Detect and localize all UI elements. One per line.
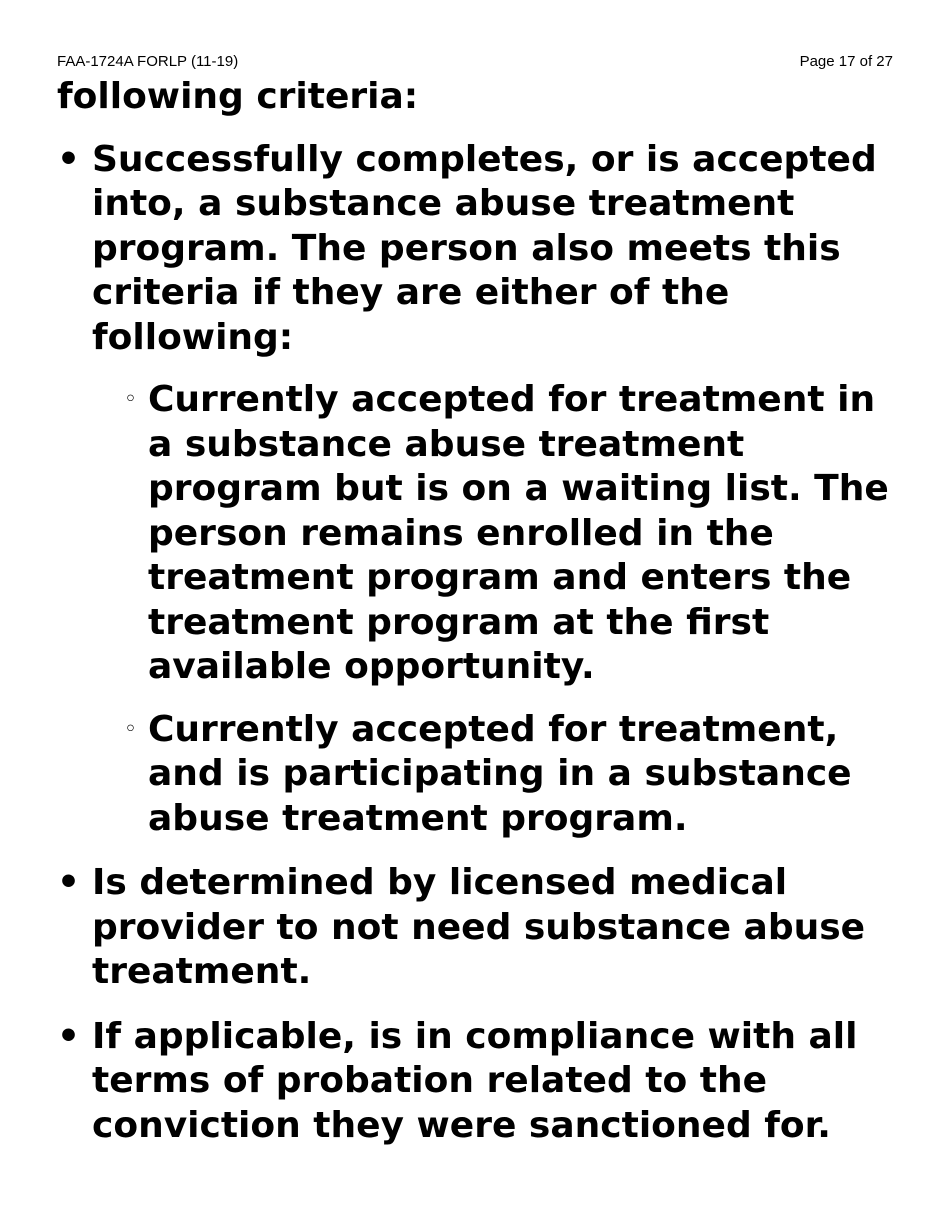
form-id: FAA-1724A FORLP (11-19): [57, 53, 239, 70]
criteria-list: [57, 138, 902, 1149]
sub-criteria-item: [92, 708, 902, 842]
criteria-text: Is determined by licensed medical provider to not need substance abuse treatment.: [92, 862, 866, 992]
bullet-icon: •: [57, 862, 81, 903]
sub-criteria-text: Currently accepted for treatment, and is participating in a substance abuse treatment program.: [148, 708, 852, 839]
page-header: [57, 52, 893, 72]
criteria-text: If applicable, is in compliance with all terms of probation related to the conviction they were sanctioned for.: [92, 1015, 858, 1146]
bullet-icon: •: [57, 1015, 81, 1057]
hollow-bullet-icon: ◦: [124, 716, 137, 742]
criteria-item: [57, 138, 902, 842]
lead-text: following criteria:: [57, 76, 419, 117]
criteria-item: [57, 1015, 902, 1149]
sub-criteria-list: [92, 378, 902, 841]
document-body: [57, 75, 902, 1168]
sub-criteria-item: [92, 378, 902, 690]
bullet-icon: •: [57, 138, 81, 180]
sub-criteria-text: Currently accepted for treatment in a substance abuse treatment program but is on a waiting list. The person remains enrolled in the treatment program and enters the treatment program at the first available opportunity.: [148, 379, 889, 687]
page-number: Page 17 of 27: [799, 53, 893, 70]
criteria-text: Successfully completes, or is accepted into, a substance abuse treatment program. The person also meets this criteria if they are either of the following:: [92, 138, 877, 358]
hollow-bullet-icon: ◦: [124, 387, 137, 412]
criteria-item: [57, 861, 902, 995]
